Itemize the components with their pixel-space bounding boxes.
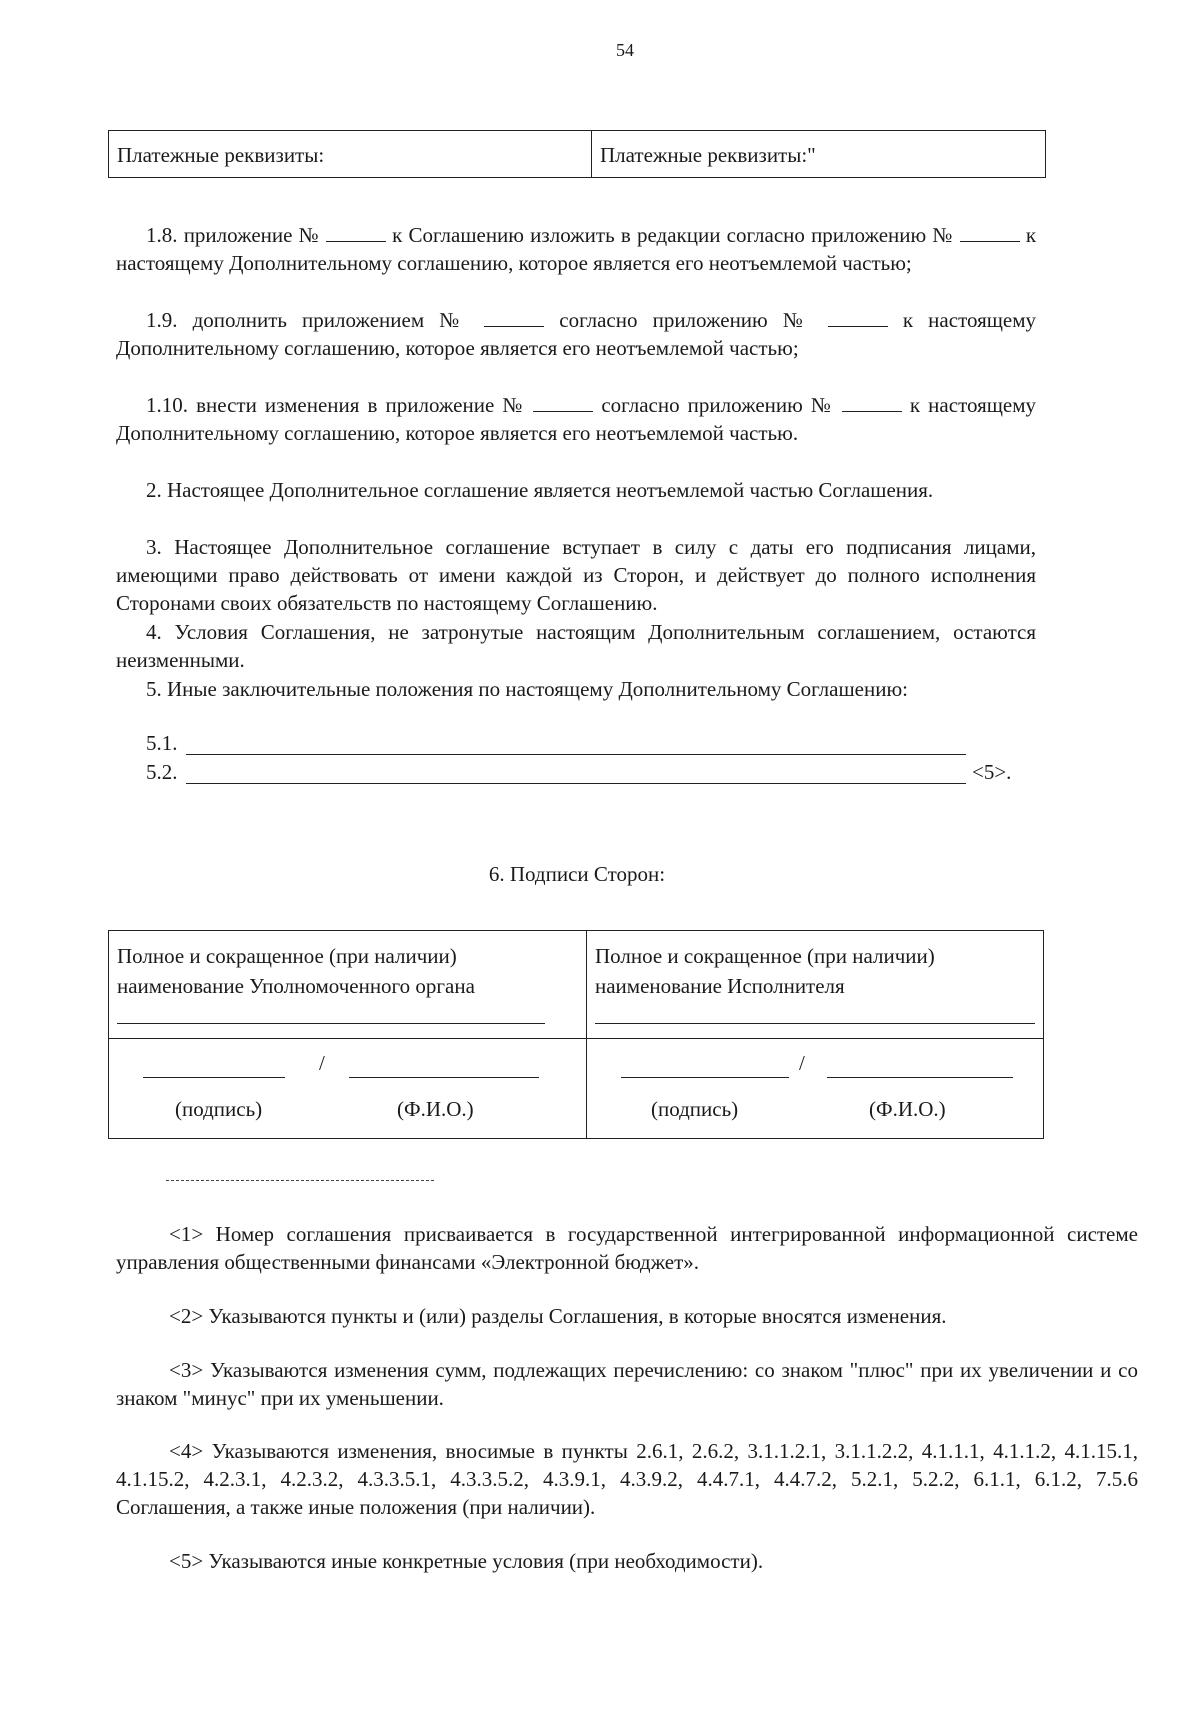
authority-title: Полное и сокращенное (при наличии) наименование Уполномоченного органа: [117, 944, 475, 998]
contractor-fio-field[interactable]: [827, 1077, 1013, 1078]
blank-field[interactable]: [842, 393, 902, 412]
authority-fio-field[interactable]: [349, 1077, 539, 1078]
footnote-separator: [166, 1180, 434, 1181]
authority-sign-cell: [109, 1039, 587, 1139]
authority-cell: [109, 931, 587, 1039]
item-5-1-label: 5.1.: [146, 731, 178, 755]
slash: /: [799, 1051, 805, 1075]
authority-sign-label: (подпись): [175, 1097, 263, 1121]
signatures-heading: 6. Подписи Сторон:: [488, 862, 666, 886]
contractor-cell: [587, 931, 1044, 1039]
authority-name-field[interactable]: [117, 1023, 545, 1024]
contractor-title: Полное и сокращенное (при наличии) наименование Исполнителя: [595, 944, 935, 998]
footnote-4: <4> Указываются изменения, вносимые в пункты 2.6.1, 2.6.2, 3.1.1.2.1, 3.1.1.2.2, 4.1.1.1, 4.1.1.2, 4.1.15.1, 4.1.15.2, 4.2.3.1, 4.2.3.2, 4.3.3.5.1, 4.3.3.5.2, 4.3.9.1, 4.3.9.2, 4.4.7.1, 4.4.7.2, 5.2.1, 5.2.2, 6.1.1, 6.1.2, 7.5.6 Соглашения, а также иные положения (при наличии).: [116, 1439, 1138, 1519]
bank-details-right: [592, 131, 1046, 178]
footnote-ref-5: <5>.: [972, 760, 1012, 784]
bank-details-left: [109, 131, 592, 178]
bank-details-table: [108, 130, 1046, 178]
item-3: 3. Настоящее Дополнительное соглашение вступает в силу с даты его подписания лицами, имеющими право действовать от имени каждой из Сторон, и действует до полного исполнения Сторонами своих обязательств по настоящему Соглашению.: [116, 535, 1036, 615]
item-4: 4. Условия Соглашения, не затронутые настоящим Дополнительным соглашением, остаются неизменными.: [116, 620, 1036, 672]
authority-signature-field[interactable]: [143, 1077, 285, 1078]
authority-name-label: (Ф.И.О.): [397, 1097, 474, 1121]
blank-field[interactable]: [484, 308, 544, 327]
bank-details-right-label: Платежные реквизиты:": [600, 143, 816, 167]
footnote-3: <3> Указываются изменения сумм, подлежащих перечислению: со знаком "плюс" при их увеличении и со знаком "минус" при их уменьшении.: [116, 1358, 1138, 1410]
page-number: 54: [616, 40, 634, 60]
contractor-name-field[interactable]: [595, 1023, 1035, 1024]
blank-field[interactable]: [960, 223, 1020, 242]
contractor-signature-field[interactable]: [621, 1077, 789, 1078]
footnote-5: <5> Указываются иные конкретные условия (при необходимости).: [169, 1549, 764, 1573]
item-5-1-field[interactable]: [186, 754, 966, 755]
blank-field[interactable]: [828, 308, 888, 327]
blank-field[interactable]: [326, 223, 386, 242]
item-5-2-label: 5.2.: [146, 760, 178, 784]
item-5: 5. Иные заключительные положения по настоящему Дополнительному Соглашению:: [146, 677, 908, 701]
contractor-sign-label: (подпись): [651, 1097, 739, 1121]
signatures-table: [108, 930, 1044, 1139]
footnote-2: <2> Указываются пункты и (или) разделы Соглашения, в которые вносятся изменения.: [169, 1304, 947, 1328]
item-1-9: 1.9. дополнить приложением № согласно приложению № к настоящему Дополнительному соглашению, которое является его неотъемлемой частью;: [116, 308, 1037, 360]
contractor-sign-cell: [587, 1039, 1044, 1139]
blank-field[interactable]: [533, 393, 593, 412]
bank-details-left-label: Платежные реквизиты:: [117, 143, 325, 167]
slash: /: [319, 1051, 325, 1075]
contractor-name-label: (Ф.И.О.): [869, 1097, 946, 1121]
item-1-10: 1.10. внести изменения в приложение № согласно приложению № к настоящему Дополнительному соглашению, которое является его неотъемлемой частью.: [116, 393, 1037, 445]
item-2: 2. Настоящее Дополнительное соглашение является неотъемлемой частью Соглашения.: [146, 478, 934, 502]
item-1-8: 1.8. приложение № к Соглашению изложить в редакции согласно приложению № к настоящему Дополнительному соглашению, которое является его неотъемлемой частью;: [116, 223, 1037, 275]
footnote-1: <1> Номер соглашения присваивается в государственной интегрированной информационной системе управления общественными финансами «Электронной бюджет».: [116, 1222, 1138, 1274]
item-5-2-field[interactable]: [186, 783, 966, 784]
